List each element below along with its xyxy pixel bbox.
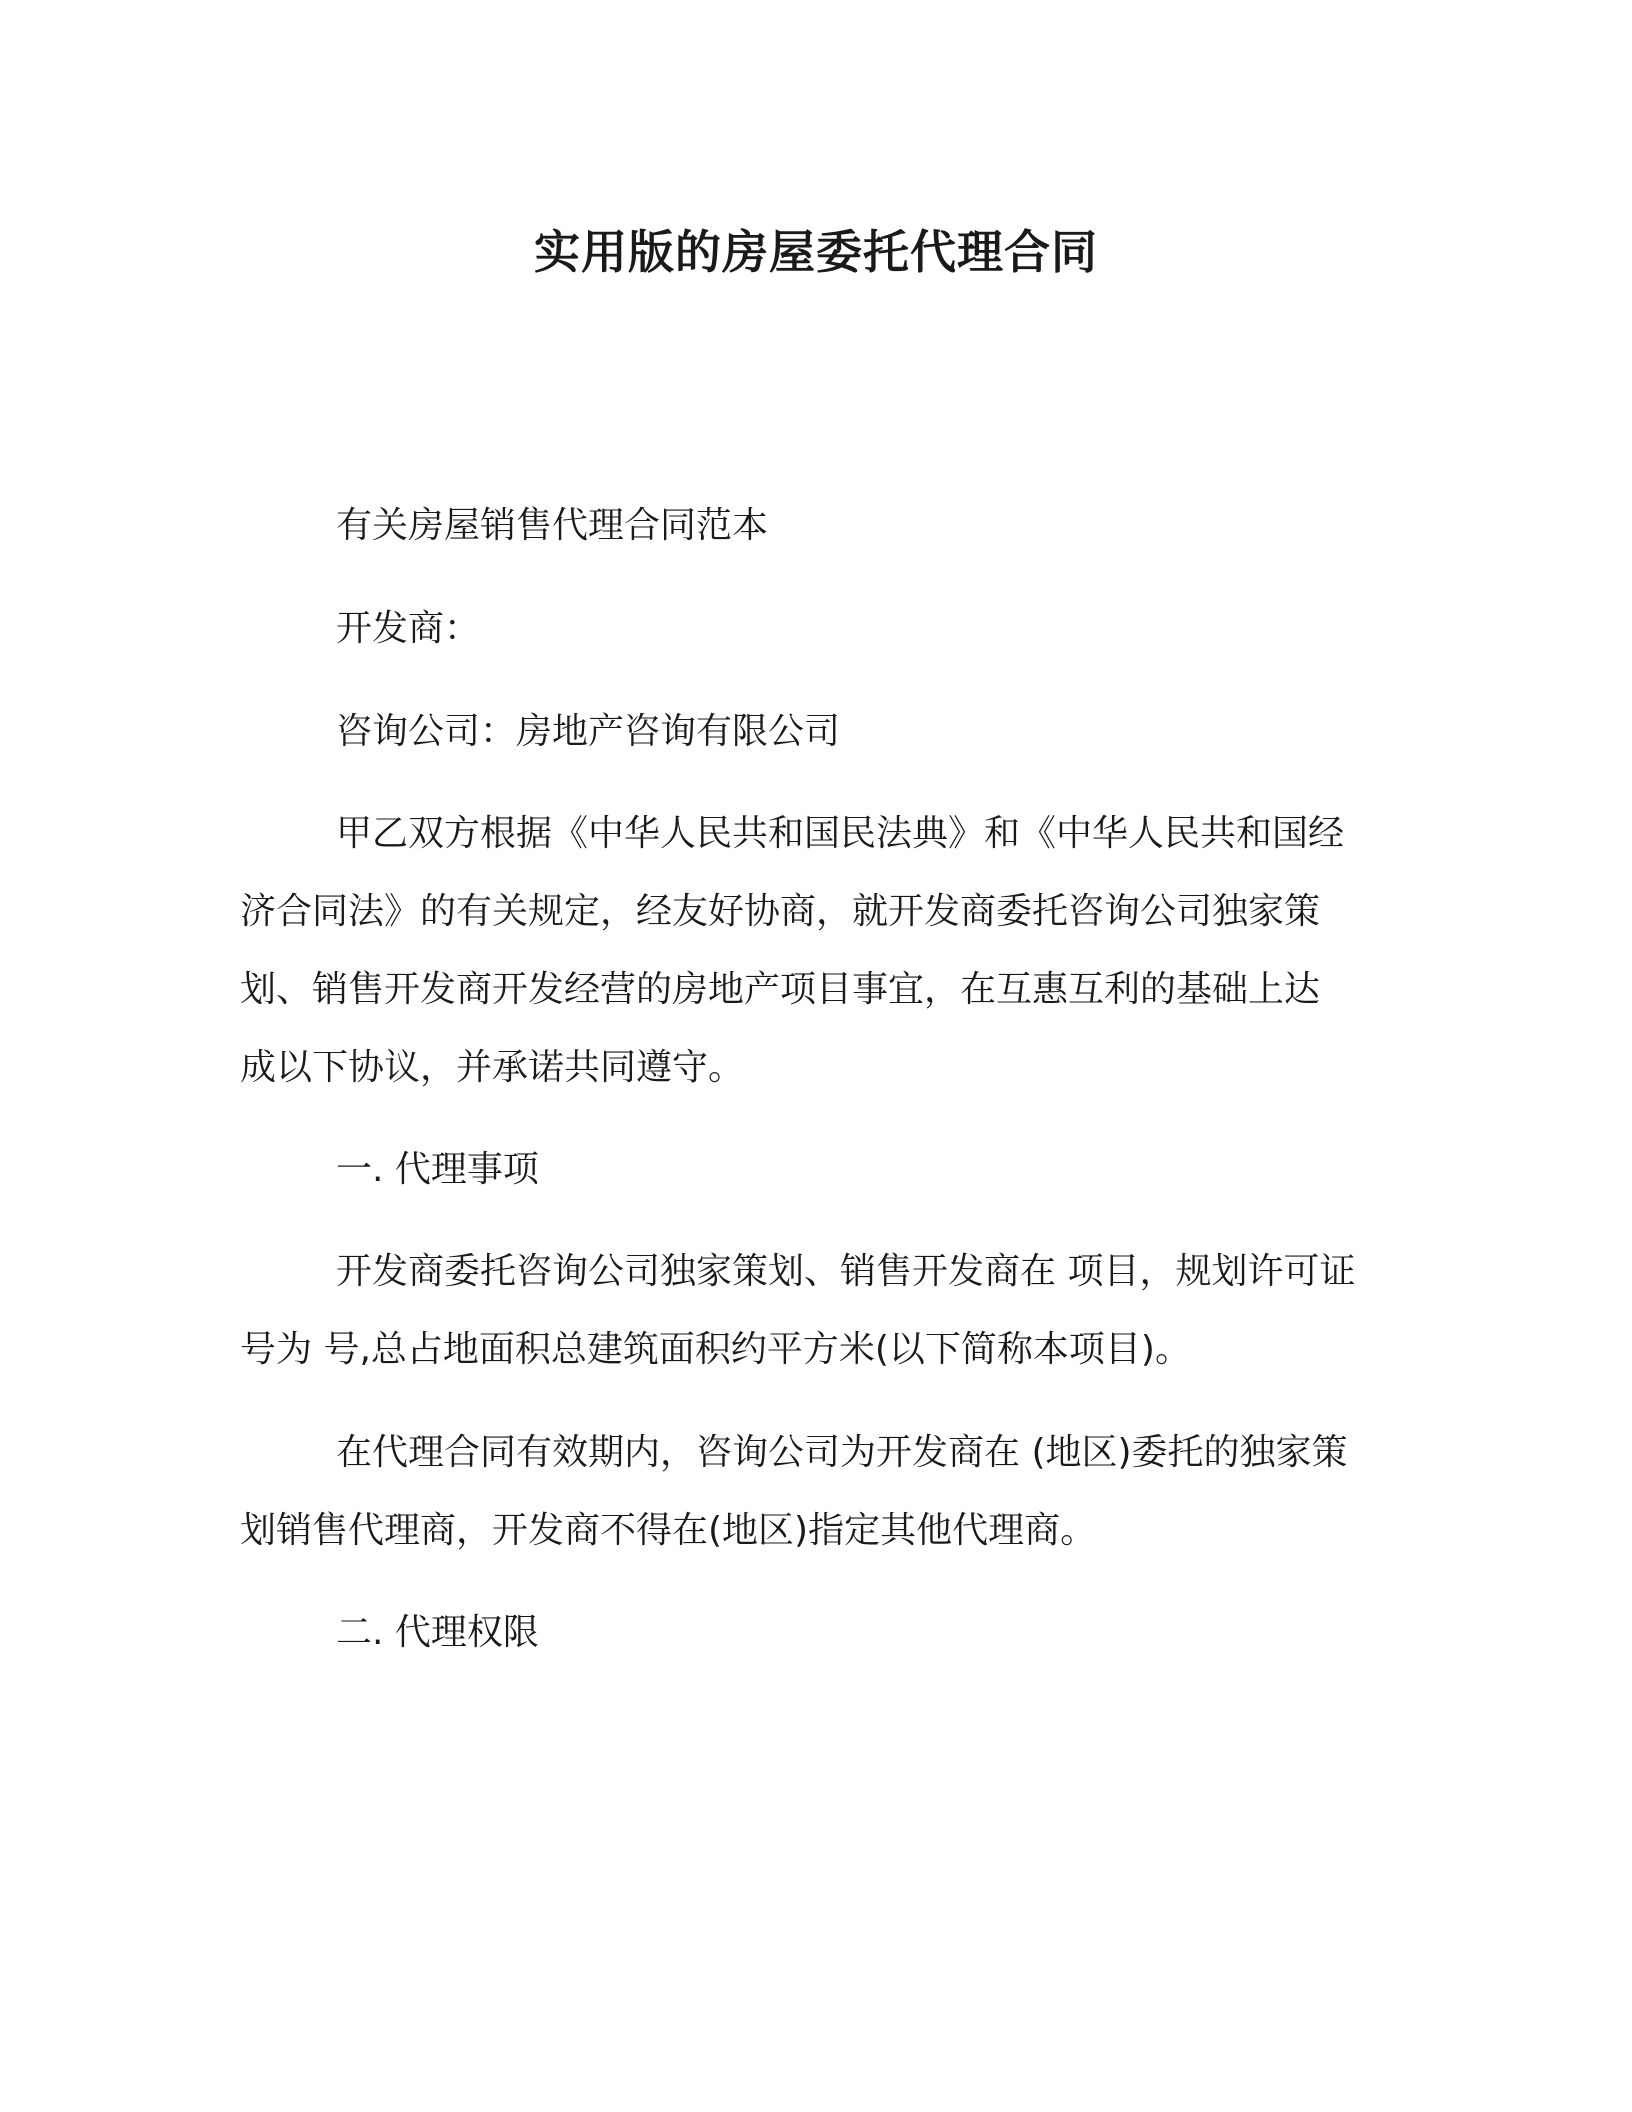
consultant-block (240, 693, 1392, 771)
section1-para2-line: 在代理合同有效期内，咨询公司为开发商在 (地区)委托的独家策 (336, 1432, 1348, 1473)
section1-paragraph-2 (240, 1414, 1392, 1570)
intro-line: 划、销售开发商开发经营的房地产项目事宜，在互惠互利的基础上达 (240, 969, 1321, 1010)
developer-block (240, 590, 1392, 668)
section2-heading: 二. 代理权限 (336, 1612, 539, 1653)
section1-para1-line: 号为 号,总占地面积总建筑面积约平方米(以下简称本项目)。 (240, 1329, 1191, 1370)
section1-paragraph-1 (240, 1233, 1392, 1389)
intro-line: 甲乙双方根据《中华人民共和国民法典》和《中华人民共和国经 (336, 813, 1345, 854)
intro-paragraph (240, 795, 1392, 1107)
section1-heading: 一. 代理事项 (336, 1149, 539, 1190)
intro-line: 济合同法》的有关规定，经友好协商，就开发商委托咨询公司独家策 (240, 891, 1321, 932)
intro-line: 成以下协议，并承诺共同遵守。 (240, 1047, 745, 1088)
document-title: 实用版的房屋委托代理合同 (534, 225, 1098, 279)
consultant-line: 咨询公司：房地产咨询有限公司 (336, 711, 841, 752)
section1-para1-line: 开发商委托咨询公司独家策划、销售开发商在 项目，规划许可证 (336, 1251, 1356, 1292)
section2-heading-block (240, 1594, 1392, 1672)
subtitle-block (240, 487, 1392, 565)
developer-label: 开发商： (336, 608, 481, 649)
section1-heading-block (240, 1131, 1392, 1209)
section1-para2-line: 划销售代理商，开发商不得在(地区)指定其他代理商。 (240, 1510, 1097, 1551)
document-subtitle: 有关房屋销售代理合同范本 (336, 505, 769, 546)
